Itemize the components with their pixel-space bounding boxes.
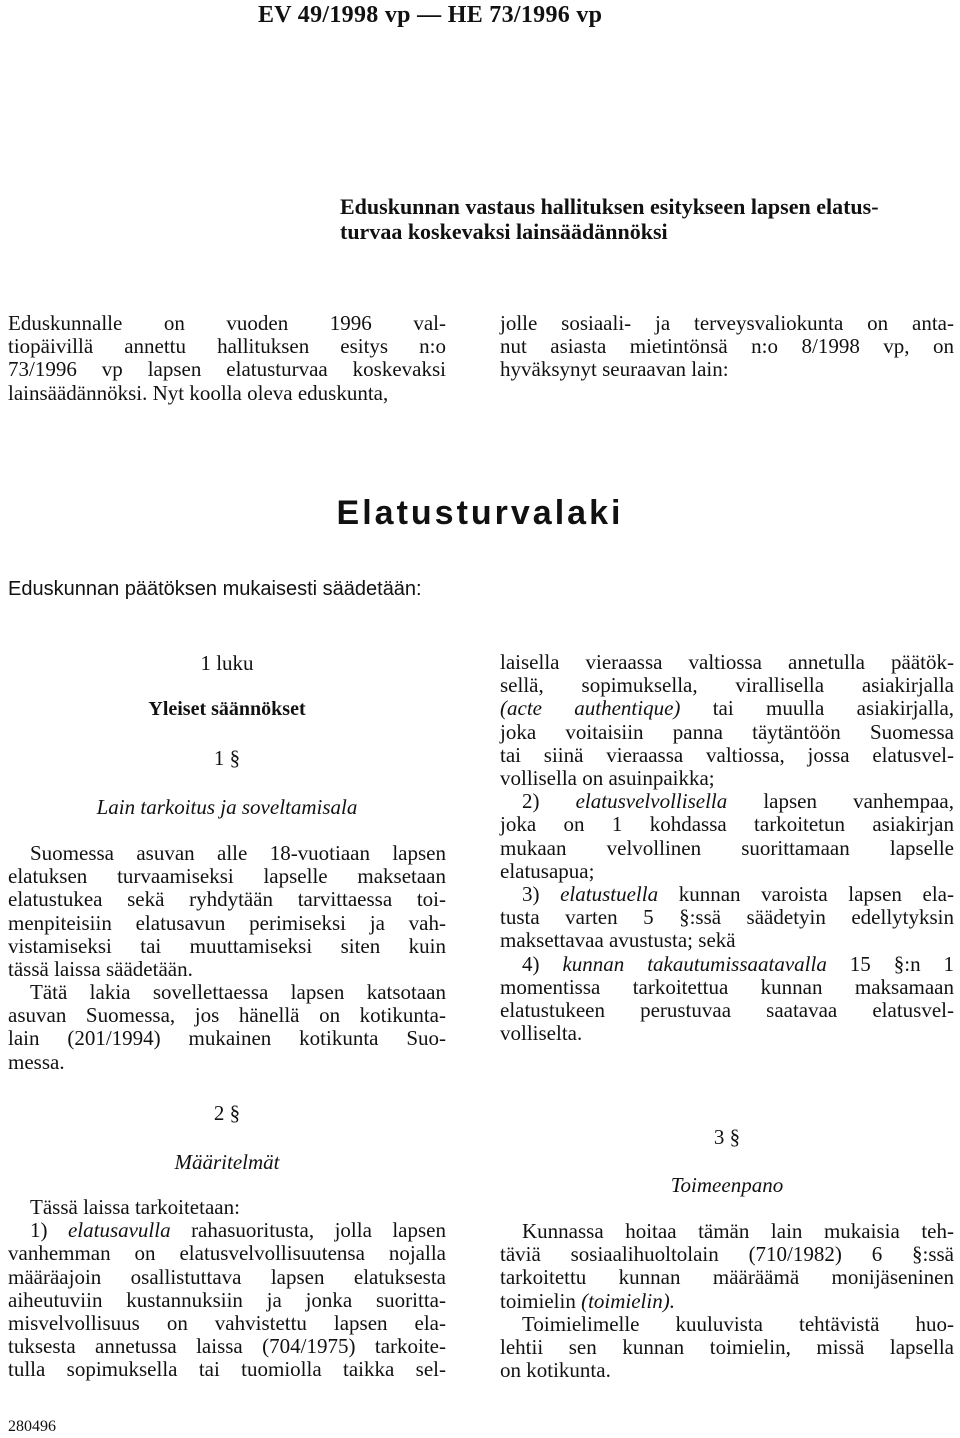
text-line: joka on 1 kohdassa tarkoitetun asiakirjan (500, 812, 954, 837)
text-fragment: tai muulla asiakirjalla, (680, 696, 955, 721)
item-number: 4) (522, 951, 563, 976)
text-fragment: rahasuoritusta, jolla lapsen (170, 1218, 446, 1243)
definition-4-first-line (500, 953, 954, 976)
text-line: Tätä lakia sovellettaessa lapsen katsotaan (30, 980, 446, 1004)
right-column-definitions (500, 651, 954, 1045)
section-1-paragraph-2 (8, 981, 446, 1074)
defined-term: (toimielin). (581, 1288, 675, 1313)
text-line (500, 1290, 954, 1313)
text-line: vanhemman on elatusvelvollisuutensa nojalla (8, 1241, 446, 1266)
chapter-title: Yleiset säännökset (148, 698, 306, 720)
text-line: momentissa tarkoitettua kunnan maksamaan (500, 974, 954, 999)
section-2-number: 2 § (213, 1101, 241, 1125)
section-3-number: 3 § (713, 1125, 741, 1149)
text-line: laisella vieraassa valtiossa annetulla päätök- (500, 650, 954, 674)
section-2-heading: Määritelmät (174, 1150, 280, 1174)
law-title: Elatusturvalaki (336, 494, 624, 532)
text-line: elatusapua; (500, 858, 595, 883)
text-line: Toimielimelle kuuluvista tehtävistä huo- (522, 1311, 954, 1336)
text-line: Tässä laissa tarkoitetaan: (30, 1195, 240, 1219)
text-fragment: 15 §:n 1 (826, 951, 954, 976)
foreign-term: (acte authentique) (500, 696, 681, 721)
intro-left-line: tiopäivillä annettu hallituksen esitys n:o (8, 334, 446, 359)
section-1-number: 1 § (213, 746, 241, 770)
text-line: täviä sosiaalihuoltolain (710/1982) 6 §:ssä (500, 1242, 954, 1267)
text-line: määräajoin osallistuttava lapsen elatuksesta (8, 1264, 446, 1289)
text-line: menpiteisiin elatusavun perimiseksi ja vah- (8, 910, 446, 935)
intro-left (8, 312, 446, 405)
item-number: 2) (522, 789, 576, 814)
reply-title-line: Eduskunnan vastaus hallituksen esitykseen lapsen elatus- (340, 194, 879, 219)
document-header: EV 49/1998 vp — HE 73/1996 vp (258, 2, 603, 28)
text-line: mukaan velvollinen suorittamaan lapselle (500, 835, 954, 860)
text-line: maksettavaa avustusta; sekä (500, 928, 736, 953)
text-line: tarkoitettu kunnan määräämä monijäseninen (500, 1265, 954, 1290)
text-line: tässä laissa säädetään. (8, 957, 193, 982)
reply-title-line: turvaa koskevaksi lainsäädännöksi (340, 219, 668, 244)
print-code: 280496 (8, 1418, 56, 1435)
text-fragment: toimielin (500, 1288, 582, 1313)
text-line: joka voitaisiin panna täytäntöön Suomessa (500, 719, 954, 744)
section-3-body (500, 1220, 954, 1382)
text-line: asuvan Suomessa, jos hänellä on kotikunta- (8, 1003, 446, 1028)
item-number: 1) (30, 1218, 68, 1243)
text-line: lain (201/1994) mukainen kotikunta Suo- (8, 1026, 446, 1051)
defined-term: elatusvelvollisella (575, 789, 728, 814)
text-line: Kunnassa hoitaa tämän lain mukaisia teh- (522, 1219, 954, 1243)
text-line: sellä, sopimuksella, virallisella asiakirjalla (500, 673, 954, 698)
intro-left-line: Eduskunnalle on vuoden 1996 val- (8, 311, 446, 335)
text-line: on kotikunta. (500, 1358, 611, 1383)
text-line: tai siinä vieraassa valtiossa, jossa elatusvel- (500, 742, 954, 767)
item-number: 3) (522, 882, 561, 907)
intro-left-line: lainsäädännöksi. Nyt koolla oleva eduskunta, (8, 380, 389, 405)
chapter-number: 1 luku (200, 651, 254, 675)
intro-right-line: jolle sosiaali- ja terveysvaliokunta on anta- (500, 311, 954, 335)
definition-1-first-line (8, 1219, 446, 1242)
text-line: elatustukeen perustuvaa saatavaa elatusvel- (500, 998, 954, 1023)
defined-term: kunnan takautumissaatavalla (562, 951, 827, 976)
section-1-heading: Lain tarkoitus ja soveltamisala (96, 795, 358, 819)
section-2-body (8, 1196, 446, 1382)
text-line: lehtii sen kunnan toimielin, missä lapsella (500, 1335, 954, 1360)
text-line: vistamiseksi tai muuttamiseksi siten kuin (8, 933, 446, 958)
text-line: vollisella on asuinpaikka; (500, 766, 715, 791)
intro-left-line: 73/1996 vp lapsen elatusturvaa koskevaksi (8, 357, 446, 382)
text-fragment: kunnan varoista lapsen ela- (658, 882, 954, 907)
reply-title (340, 194, 952, 244)
text-line: elatuksen turvaamiseksi lapselle maksetaan (8, 864, 446, 889)
intro-right-line: nut asiasta mietintönsä n:o 8/1998 vp, on (500, 334, 954, 359)
text-line: misvelvollisuus on vahvistettu lapsen ela- (8, 1311, 446, 1336)
text-line: aiheutuviin kustannuksiin ja jonka suoritta- (8, 1287, 446, 1312)
definition-3-first-line (500, 883, 954, 906)
text-line: volliselta. (500, 1021, 583, 1046)
section-3-heading: Toimeenpano (670, 1173, 784, 1197)
text-line: tusta varten 5 §:ssä säädetyin edellytyksin (500, 905, 954, 930)
definition-2-first-line (500, 790, 954, 813)
text-line: tuksesta annetussa laissa (704/1975) tarkoite- (8, 1334, 446, 1359)
defined-term: elatustuella (560, 882, 659, 907)
defined-term: elatusavulla (67, 1218, 171, 1243)
text-line: tulla sopimuksella tai tuomiolla taikka sel- (8, 1357, 446, 1382)
text-line: elatustukea sekä ryhdytään tarvittaessa toi- (8, 887, 446, 912)
intro-right-line: hyväksynyt seuraavan lain: (500, 357, 729, 382)
text-line: messa. (8, 1049, 65, 1074)
intro-right (500, 312, 954, 382)
text-fragment: lapsen vanhempaa, (727, 789, 954, 814)
text-line (500, 697, 954, 720)
text-line: Suomessa asuvan alle 18-vuotiaan lapsen (30, 841, 446, 865)
enactment-clause: Eduskunnan päätöksen mukaisesti säädetään: (8, 578, 422, 600)
section-1-paragraph-1 (8, 842, 446, 981)
